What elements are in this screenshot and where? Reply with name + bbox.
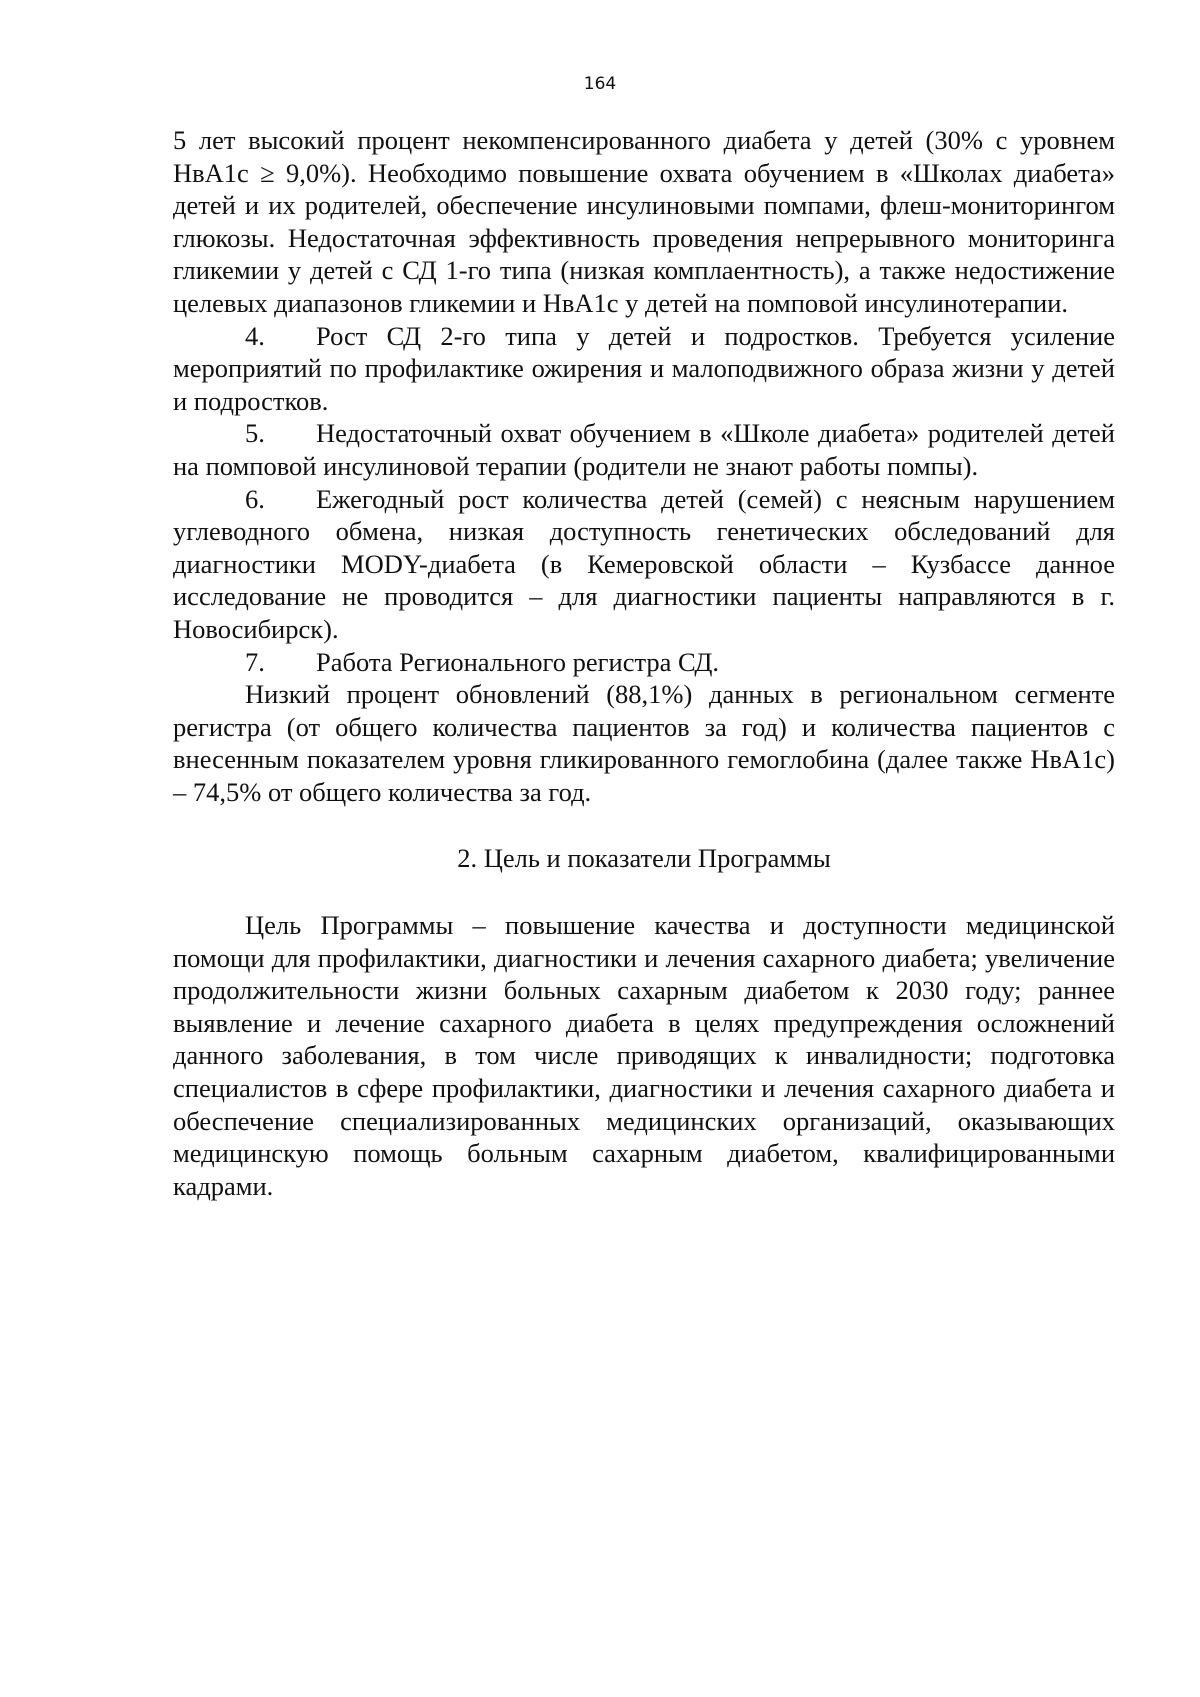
list-item-number: 7. (245, 646, 265, 677)
list-item-number: 6. (245, 483, 265, 514)
list-item-text: Ежегодный рост количества детей (семей) с неясным нарушением углеводного обмена, низкая доступность генетических обследований для диагностики MODY-диабета (в Кемеровской области – Кузбассе данное исследование не проводится – для диагностики пациенты направляются в г. Новосибирск). (173, 483, 1115, 644)
list-item-6 (173, 483, 1115, 646)
list-item-text: Рост СД 2-го типа у детей и подростков. Требуется усиление мероприятий по профилактике ожирения и малоподвижного образа жизни у детей и подростков. (173, 320, 1115, 416)
page-body (173, 124, 1115, 1202)
list-item-4 (173, 320, 1115, 418)
section-heading: 2. Цель и показатели Программы (457, 843, 831, 874)
list-item-number: 4. (245, 320, 265, 351)
list-item-number: 5. (245, 418, 265, 449)
paragraph-registry: Низкий процент обновлений (88,1%) данных в региональном сегменте регистра (от общего количества пациентов за год) и количества пациентов с внесенным показателем уровня гликированного гемоглобина (далее также НвА1с) – 74,5% от общего количества за год. (173, 679, 1115, 807)
list-item-7 (173, 646, 1115, 679)
paragraph-goal: Цель Программы – повышение качества и доступности медицинской помощи для профилактики, диагностики и лечения сахарного диабета; увеличение продолжительности жизни больных сахарным диабетом к 2030 году; раннее выявление и лечение сахарного диабета в целях предупреждения осложнений данного заболевания, в том числе приводящих к инвалидности; подготовка специалистов в сфере профилактики, диагностики и лечения сахарного диабета и обеспечение специализированных медицинских организаций, оказывающих медицинскую помощь больным сахарным диабетом, квалифицированными кадрами. (173, 910, 1115, 1201)
list-item-text: Недостаточный охват обучением в «Школе диабета» родителей детей на помповой инсулиновой терапии (родители не знают работы помпы). (173, 418, 1115, 481)
list-item-5 (173, 417, 1115, 482)
page-number: 164 (583, 74, 617, 94)
list-item-text: Работа Регионального регистра СД. (316, 646, 720, 677)
paragraph-intro: 5 лет высокий процент некомпенсированного диабета у детей (30% с уровнем НвА1с ≥ 9,0%). Необходимо повышение охвата обучением в «Школах диабета» детей и их родителей, обеспечение инсулиновыми помпами, флеш-мониторингом глюкозы. Недостаточная эффективность проведения непрерывного мониторинга гликемии у детей с СД 1-го типа (низкая комплаентность), а также недостижение целевых диапазонов гликемии и НвА1с у детей на помповой инсулинотерапии. (173, 125, 1115, 318)
